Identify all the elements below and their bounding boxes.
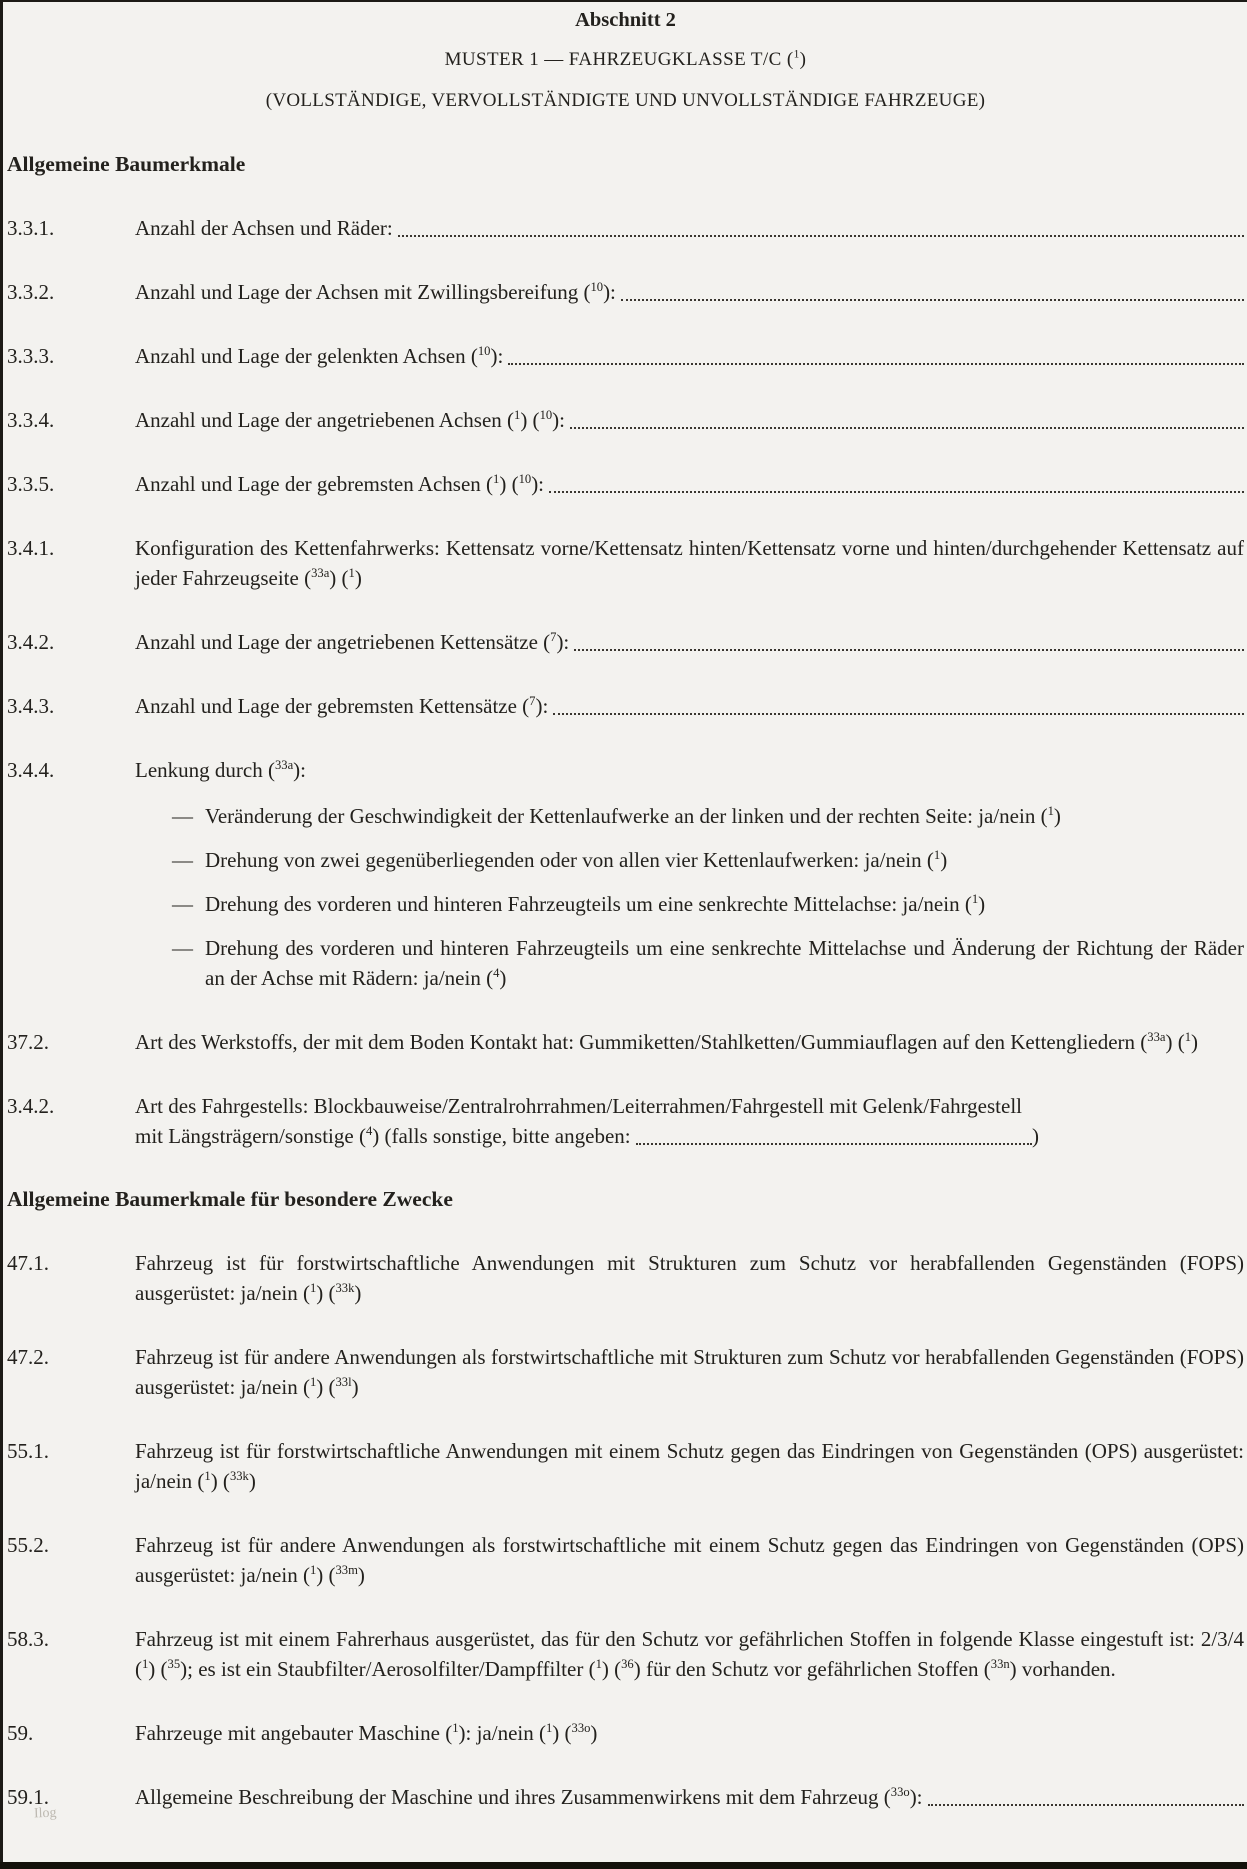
form-item [7, 1624, 1244, 1684]
item-text [135, 341, 1244, 371]
dotted-leader [574, 627, 1244, 651]
vehicle-scope-subtitle: (VOLLSTÄNDIGE, VERVOLLSTÄNDIGTE UND UNVOLLSTÄNDIGE FAHRZEUGE) [265, 90, 986, 111]
form-items [7, 149, 1244, 1812]
form-item [7, 533, 1244, 593]
dash-bullet: — [172, 936, 193, 960]
form-item [7, 1342, 1244, 1402]
form-item [7, 755, 1244, 785]
item-number: 3.4.1. [7, 536, 55, 560]
item-number: 3.3.2. [7, 280, 55, 304]
item-label: Anzahl und Lage der gebremsten Kettensätze ($^7$): [135, 694, 549, 718]
item-text: Lenkung durch ($^{33a}$): [135, 758, 306, 782]
form-item [7, 1436, 1244, 1496]
item-number: 3.4.2. [7, 1094, 55, 1118]
form-item [7, 1027, 1244, 1057]
item-number: 37.2. [7, 1030, 49, 1054]
form-item [7, 1782, 1244, 1812]
item-text [135, 405, 1244, 435]
item-number: 3.3.5. [7, 472, 55, 496]
item-text [135, 213, 1244, 243]
item-number: 3.3.3. [7, 344, 55, 368]
item-number: 59.1. [7, 1785, 49, 1809]
section-title: Abschnitt 2 [575, 9, 676, 31]
item-label: Anzahl und Lage der Achsen mit Zwillingsbereifung ($^{10}$): [135, 280, 616, 304]
item-number: 47.2. [7, 1345, 49, 1369]
item-number: 59. [7, 1721, 34, 1745]
item-text: Fahrzeug ist für andere Anwendungen als forstwirtschaftliche mit einem Schutz gegen das Eindringen von Gegenständen (OPS) ausgerüstet: ja/nein ($^1$) ($^{33m}$) [135, 1533, 1244, 1587]
item-number: 3.3.4. [7, 408, 55, 432]
dotted-leader [549, 469, 1244, 493]
item-number: 3.4.3. [7, 694, 55, 718]
item-text: Fahrzeug ist mit einem Fahrerhaus ausgerüstet, das für den Schutz vor gefährlichen Stoffen in folgende Klasse eingestuft ist: 2/3/4 ($^1$) ($^{35}$); es ist ein Staubfilter/Aerosolfilter/Dampffilter ($^1$) ($^{36}$) für den Schutz vor gefährlichen Stoffen ($^{33n}$) vorhanden. [135, 1627, 1244, 1681]
list-item [172, 889, 1244, 919]
item-text [135, 627, 1244, 657]
item-text: Art des Werkstoffs, der mit dem Boden Kontakt hat: Gummiketten/Stahlketten/Gummiauflagen auf den Kettengliedern ($^{33a}$) ($^1$) [135, 1030, 1199, 1054]
item-number: 55.1. [7, 1439, 49, 1463]
form-item [7, 1718, 1244, 1748]
dotted-leader [553, 691, 1244, 715]
dotted-leader [508, 341, 1244, 365]
closing-paren: ) [1032, 1124, 1039, 1148]
dotted-leader [928, 1782, 1244, 1806]
list-item [172, 845, 1244, 875]
form-item [7, 1530, 1244, 1590]
item-label: Art des Fahrgestells: Blockbauweise/Zentralrohrrahmen/Leiterrahmen/Fahrgestell mit Gelenk/Fahrgestell [135, 1094, 1023, 1118]
dotted-leader [398, 213, 1244, 237]
list-item [172, 933, 1244, 993]
form-item [7, 277, 1244, 307]
form-item [7, 213, 1244, 243]
dotted-leader [570, 405, 1244, 429]
scan-top-edge [0, 0, 1247, 2]
item-label: Anzahl und Lage der gebremsten Achsen ($^1$) ($^{10}$): [135, 472, 545, 496]
item-text [135, 1782, 1244, 1812]
form-item [7, 1091, 1244, 1151]
item-number: 3.3.1. [7, 216, 55, 240]
item-text: Fahrzeuge mit angebauter Maschine ($^1$): ja/nein ($^1$) ($^{33o}$) [135, 1721, 598, 1745]
section-heading: Allgemeine Baumerkmale für besondere Zwecke [7, 1187, 453, 1211]
muster-title: MUSTER 1 — FAHRZEUGKLASSE T/C ($^1$) [444, 48, 807, 70]
form-item [7, 1248, 1244, 1308]
item-label: mit Längsträgern/sonstige ($^4$) (falls sonstige, bitte angeben: [135, 1124, 631, 1148]
item-number: 47.1. [7, 1251, 49, 1275]
list-item-text: Drehung des vorderen und hinteren Fahrzeugteils um eine senkrechte Mittelachse und Änderung der Richtung der Räder an der Achse mit Rädern: ja/nein ($^4$) [205, 936, 1244, 990]
item-text [135, 1091, 1244, 1151]
item-number: 3.4.4. [7, 758, 55, 782]
item-number: 3.4.2. [7, 630, 55, 654]
item-number: 58.3. [7, 1627, 49, 1651]
page-bottom-edge [0, 1862, 1247, 1869]
form-item [7, 627, 1244, 657]
item-text: Fahrzeug ist für forstwirtschaftliche Anwendungen mit Strukturen zum Schutz vor herabfallenden Gegenständen (FOPS) ausgerüstet: ja/nein ($^1$) ($^{33k}$) [135, 1251, 1244, 1305]
item-label: Allgemeine Beschreibung der Maschine und ihres Zusammenwirkens mit dem Fahrzeug ($^{33o}$): [135, 1785, 923, 1809]
item-text: Fahrzeug ist für forstwirtschaftliche Anwendungen mit einem Schutz gegen das Eindringen von Gegenständen (OPS) ausgerüstet: ja/nein ($^1$) ($^{33k}$) [135, 1439, 1244, 1493]
list-item-text: Drehung des vorderen und hinteren Fahrzeugteils um eine senkrechte Mittelachse: ja/nein ($^1$) [205, 892, 986, 916]
item-number: 55.2. [7, 1533, 49, 1557]
item-label: Anzahl und Lage der angetriebenen Achsen ($^1$) ($^{10}$): [135, 408, 565, 432]
dash-bullet: — [172, 892, 193, 916]
watermark-smudge: Ilog [33, 1805, 57, 1822]
list-item-text: Drehung von zwei gegenüberliegenden oder von allen vier Kettenlaufwerken: ja/nein ($^1$) [205, 848, 948, 872]
form-item [7, 469, 1244, 499]
item-text: Fahrzeug ist für andere Anwendungen als forstwirtschaftliche mit Strukturen zum Schutz vor herabfallenden Gegenständen (FOPS) ausgerüstet: ja/nein ($^1$) ($^{33l}$) [135, 1345, 1244, 1399]
item-text [135, 277, 1244, 307]
item-text [135, 469, 1244, 499]
dash-bullet: — [172, 848, 193, 872]
form-item [7, 691, 1244, 721]
list-item-text: Veränderung der Geschwindigkeit der Kettenlaufwerke an der linken und der rechten Seite: ja/nein ($^1$) [205, 804, 1061, 828]
item-label: Anzahl und Lage der angetriebenen Kettensätze ($^7$): [135, 630, 570, 654]
scan-left-edge [0, 0, 3, 1869]
item-text [135, 691, 1244, 721]
section-heading: Allgemeine Baumerkmale [7, 152, 246, 176]
form-item [7, 341, 1244, 371]
form-item [7, 405, 1244, 435]
dotted-leader [636, 1121, 1032, 1145]
dash-bullet: — [172, 804, 193, 828]
item-fill-line [135, 1121, 1039, 1151]
item-label: Anzahl der Achsen und Räder: [135, 216, 393, 240]
item-text: Konfiguration des Kettenfahrwerks: Kettensatz vorne/Kettensatz hinten/Kettensatz vorne und hinten/durchgehender Kettensatz auf jeder Fahrzeugseite ($^{33a}$) ($^1$) [135, 536, 1244, 590]
dotted-leader [621, 277, 1244, 301]
list-item [172, 801, 1244, 831]
item-label: Anzahl und Lage der gelenkten Achsen ($^{10}$): [135, 344, 504, 368]
